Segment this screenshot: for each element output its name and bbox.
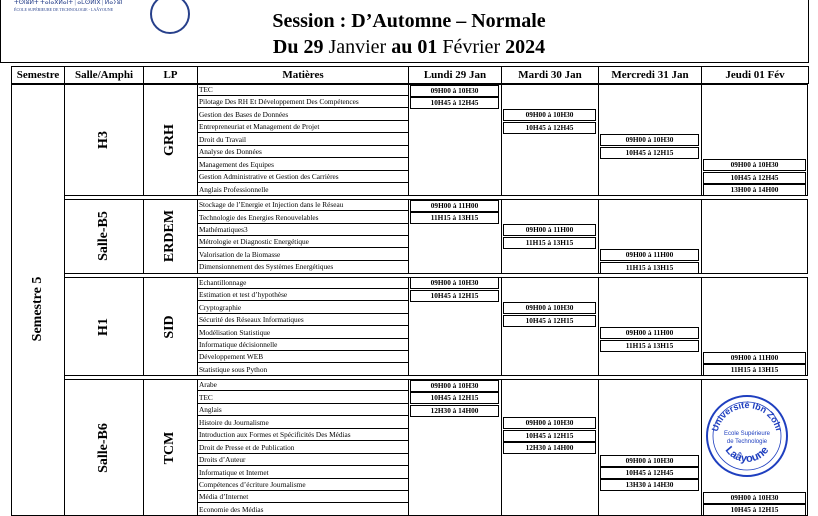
- day-column-line: [598, 277, 599, 377]
- subject-row: Analyse des Données: [197, 146, 408, 158]
- university-stamp: [704, 393, 790, 479]
- subject-row: Arabe: [197, 379, 408, 391]
- date-range: [0, 35, 818, 59]
- time-slot: 09H00 à 10H30: [703, 159, 806, 171]
- time-slot: 09H00 à 10H30: [600, 455, 699, 467]
- date-end-day: 01: [417, 36, 438, 58]
- lp-label: ERDEM: [162, 210, 177, 263]
- salle-label: Salle-B5: [95, 211, 111, 262]
- lp-label: TCM: [162, 431, 177, 465]
- day-column-line: [408, 277, 409, 377]
- time-slot: 09H00 à 11H00: [410, 200, 499, 212]
- subject-row: Histoire du Journalisme: [197, 417, 408, 429]
- subject-row: Stockage de l’Energie et Injection dans le Réseau: [197, 199, 408, 211]
- column-header: Mardi 30 Jan: [501, 66, 599, 84]
- salle-label: H3: [95, 131, 111, 149]
- time-slot: 10H45 à 12H45: [600, 467, 699, 479]
- day-column-line: [408, 199, 409, 274]
- subject-row: Développement WEB: [197, 351, 408, 363]
- time-slot: 09H00 à 10H30: [503, 417, 596, 429]
- subject-row: Economie des Médias: [199, 504, 264, 514]
- time-slot: 09H00 à 11H00: [703, 352, 806, 364]
- day-column-line: [501, 199, 502, 274]
- subject-row: Gestion Administrative et Gestion des Carrières: [197, 171, 408, 183]
- logo-french-line: ÉCOLE SUPÉRIEURE DE TECHNOLOGIE - LAÂYOUNE: [14, 7, 114, 12]
- subject-row: Anglais: [197, 404, 408, 416]
- subject-row: TEC: [197, 84, 408, 96]
- column-header: Matières: [197, 66, 409, 84]
- subject-row: Droit de Presse et de Publication: [197, 442, 408, 454]
- subject-row: Anglais Professionnelle: [199, 184, 269, 194]
- subject-row: Valorisation de la Biomasse: [197, 249, 408, 261]
- time-slot: 11H15 à 13H15: [410, 212, 499, 224]
- date-start-day: 29: [303, 36, 324, 58]
- time-slot: 13H30 à 14H30: [600, 479, 699, 491]
- subject-row: Informatique et Internet: [197, 467, 408, 479]
- subject-row: TEC: [197, 392, 408, 404]
- salle-label: H1: [95, 317, 111, 336]
- time-slot: 10H45 à 12H15: [410, 392, 499, 404]
- day-column-line: [701, 379, 702, 516]
- day-column-line: [598, 84, 599, 196]
- time-slot: 11H15 à 13H15: [703, 364, 806, 376]
- subject-row: Estimation et test d’hypothèse: [197, 289, 408, 301]
- date-year: 2024: [505, 36, 546, 58]
- time-slot: 10H45 à 12H15: [503, 315, 596, 327]
- time-slot: 10H45 à 12H45: [503, 122, 596, 134]
- subject-row: Compétences d’écriture Journalisme: [197, 479, 408, 491]
- date-start-month: Janvier: [328, 36, 387, 58]
- subject-row: Modélisation Statistique: [197, 327, 408, 339]
- time-slot: 10H45 à 12H15: [600, 147, 699, 159]
- subject-row: Métrologie et Diagnostic Energétique: [197, 236, 408, 248]
- time-slot: 09H00 à 10H30: [410, 85, 499, 97]
- subject-row: Droit du Travail: [197, 134, 408, 146]
- day-column-line: [701, 199, 702, 274]
- subject-row: Dimensionnement des Systèmes Energétiques: [199, 262, 334, 272]
- date-au: au: [391, 36, 413, 58]
- subject-row: Média d’Internet: [197, 491, 408, 503]
- time-slot: 09H00 à 10H30: [410, 380, 499, 392]
- time-slot: 09H00 à 11H00: [600, 327, 699, 339]
- salle-label: Salle-B6: [95, 422, 111, 473]
- subject-row: Informatique décisionnelle: [197, 339, 408, 351]
- column-header: Lundi 29 Jan: [408, 66, 502, 84]
- date-end-month: Février: [442, 36, 501, 58]
- stamp-top-text: Université Ibn Zohr: [709, 399, 785, 433]
- session-title: Session : D’Automne – Normale: [272, 10, 546, 32]
- subject-row: Statistique sous Python: [199, 364, 268, 374]
- time-slot: 09H00 à 10H30: [503, 109, 596, 121]
- day-column-line: [408, 379, 409, 516]
- time-slot: 12H30 à 14H00: [503, 442, 596, 454]
- column-header: Salle/Amphi: [64, 66, 144, 84]
- subject-row: Gestion des Bases de Données: [197, 109, 408, 121]
- stamp-middle-2: de Technologie: [726, 439, 768, 445]
- day-column-line: [408, 84, 409, 196]
- subject-row: Management des Equipes: [197, 159, 408, 171]
- time-slot: 09H00 à 10H30: [410, 277, 499, 289]
- logo-tifinagh-line: ⵜⵙⵏⵓⵍⵜ ⵜⴰⵏⴰⴳⵍⴰⵏⵜ | ⴰⵎⵙⵍⵏⴳ | ⵍⴰⵢⵓⵏ: [14, 0, 123, 6]
- day-column-line: [701, 277, 702, 377]
- time-slot: 09H00 à 11H00: [600, 249, 699, 261]
- lp-label: SID: [162, 314, 177, 339]
- subject-row: Mathématiques3: [197, 224, 408, 236]
- day-column-line: [598, 379, 599, 516]
- subject-row: Cryptographie: [197, 302, 408, 314]
- subject-row: Echantillonnage: [197, 277, 408, 289]
- time-slot: 09H00 à 10H30: [503, 302, 596, 314]
- svg-text:Laâyoune: [723, 444, 771, 465]
- subject-row: Technologie des Energies Renouvelables: [197, 212, 408, 224]
- subject-row: Droits d’Auteur: [197, 454, 408, 466]
- time-slot: 11H15 à 13H15: [600, 262, 699, 274]
- time-slot: 10H45 à 12H15: [410, 290, 499, 302]
- lp-label: GRH: [162, 124, 177, 156]
- column-header: LP: [143, 66, 198, 84]
- time-slot: 09H00 à 10H30: [703, 492, 806, 504]
- time-slot: 11H15 à 13H15: [503, 237, 596, 249]
- time-slot: 10H45 à 12H45: [410, 97, 499, 109]
- time-slot: 13H00 à 14H00: [703, 184, 806, 196]
- time-slot: 11H15 à 13H15: [600, 340, 699, 352]
- day-column-line: [598, 199, 599, 274]
- date-du: Du: [272, 36, 299, 58]
- subject-row: Pilotage Des RH Et Développement Des Compétences: [197, 96, 408, 108]
- time-slot: 09H00 à 10H30: [600, 134, 699, 146]
- semester-label: Semestre 5: [30, 276, 45, 341]
- exam-schedule-table: [11, 66, 808, 516]
- column-header: Semestre: [11, 66, 65, 84]
- time-slot: 10H45 à 12H15: [703, 504, 806, 516]
- day-column-line: [501, 277, 502, 377]
- time-slot: 10H45 à 12H45: [703, 172, 806, 184]
- stamp-middle-1: Ecole Supérieure: [723, 431, 771, 437]
- subject-row: Sécurité des Réseaux Informatiques: [197, 314, 408, 326]
- time-slot: 12H30 à 14H00: [410, 405, 499, 417]
- day-column-line: [501, 379, 502, 516]
- time-slot: 10H45 à 12H15: [503, 430, 596, 442]
- stamp-bottom-text: Laâyoune: [722, 444, 772, 466]
- time-slot: 09H00 à 11H00: [503, 224, 596, 236]
- column-header: Jeudi 01 Fév: [701, 66, 809, 84]
- column-header: Mercredi 31 Jan: [598, 66, 702, 84]
- day-column-line: [501, 84, 502, 196]
- subject-row: Introduction aux Formes et Spécificités Des Médias: [197, 429, 408, 441]
- day-column-line: [701, 84, 702, 196]
- subject-row: Entrepreneuriat et Management de Projet: [197, 121, 408, 133]
